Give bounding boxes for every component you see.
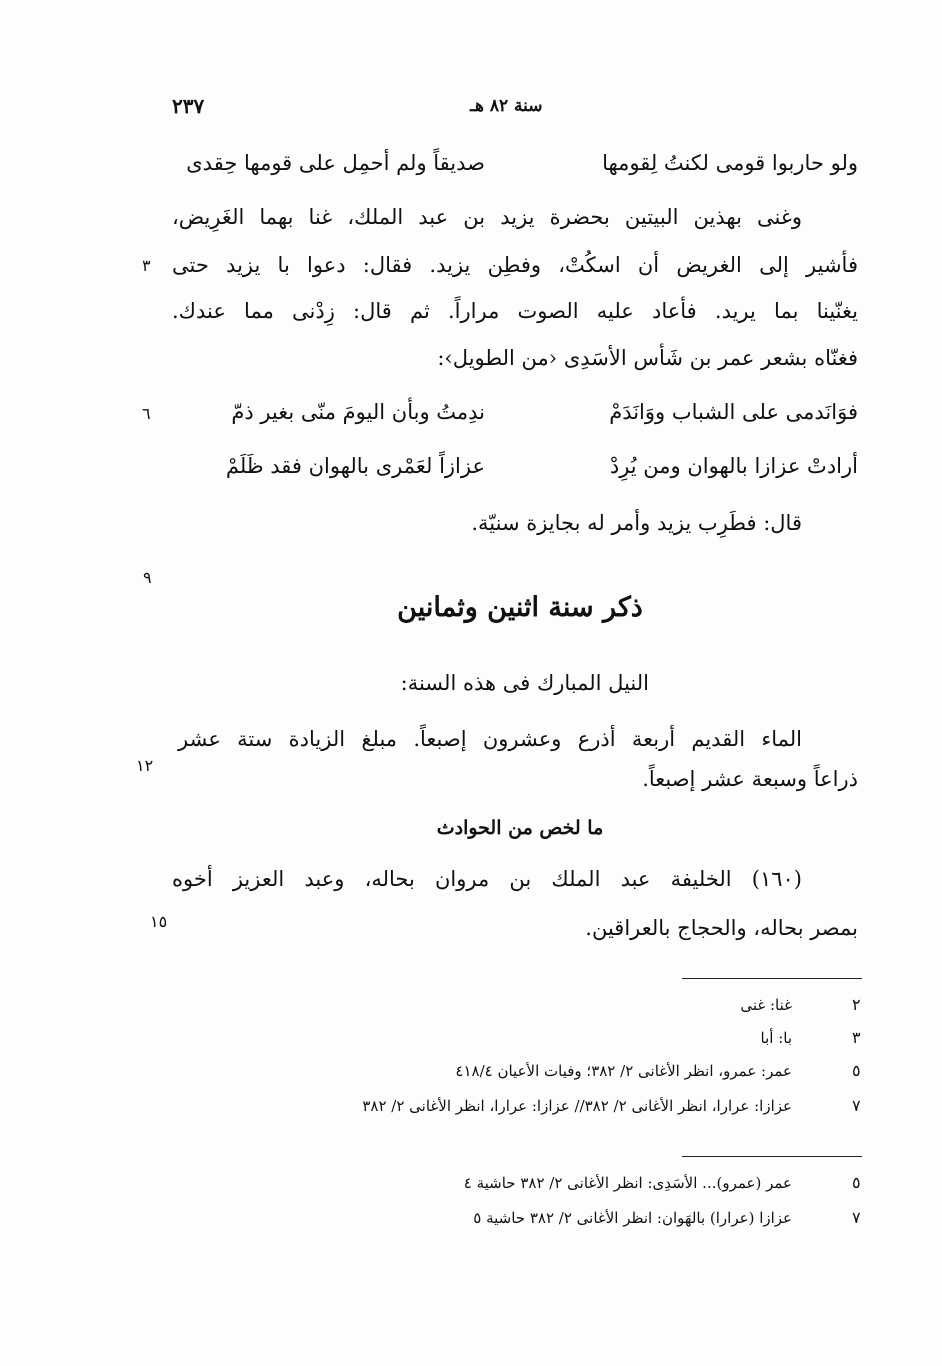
footnote-text: با: أبا (760, 1029, 792, 1047)
poem2-verse2-left: عزازاً لعَمْرى بالهوان فقد ظَلَمْ (225, 454, 485, 478)
line-number-3: ٣ (142, 256, 151, 275)
footnote-number: ٢ (852, 995, 861, 1014)
events-text-line-1: (١٦٠) الخليفة عبد الملك بن مروان بحاله، وعبد العزيز أخوه (172, 867, 802, 891)
section-heading: ذكر سنة اثنين وثمانين (397, 592, 643, 623)
footnote-text: عمر: عمرو، انظر الأغانى ٢/ ٣٨٢؛ وفيات الأعيان ٤١٨/٤ (455, 1062, 792, 1080)
nile-text-line-1: الماء القديم أربعة أذرع وعشرون إصبعاً. مبلغ الزيادة ستة عشر (178, 727, 802, 751)
poem2-verse2-right: أرادتْ عزازا بالهوان ومن يُرِدْ (609, 454, 858, 478)
line-number-6: ٦ (142, 404, 151, 423)
nile-text-line-2: ذراعاً وسبعة عشر إصبعاً. (642, 767, 858, 791)
prose1-line-2: فأشير إلى الغريض أن اسكُتْ، وفطِن يزيد. فقال: دعوا با يزيد حتى (172, 253, 858, 277)
line-number-15: ١٥ (150, 912, 168, 931)
poem2-verse1-left: ندِمتُ وبأن اليومَ منّى بغير ذمّ (231, 400, 485, 424)
footnote-number: ٥ (852, 1061, 861, 1080)
footnote-number: ٧ (852, 1208, 861, 1227)
poem1-hemistich-right: ولو حاربوا قومى لكنتُ لِقومها (602, 151, 858, 175)
nile-heading: النيل المبارك فى هذه السنة: (400, 671, 649, 695)
page-number: ٢٣٧ (172, 94, 205, 118)
poem2-verse1-right: فوَانَدمى على الشباب ووَانَدَمْ (609, 400, 858, 424)
footnote-text: عزازا (عرارا) بالهَوان: انظر الأغانى ٢/ ٣٨٢ حاشية ٥ (473, 1209, 792, 1227)
running-title: سنة ٨٢ هـ (470, 96, 543, 116)
events-heading: ما لخص من الحوادث (436, 817, 604, 839)
footnote-rule-2 (682, 1156, 862, 1157)
line-number-12: ١٢ (136, 756, 154, 775)
footnote-text: عزازا: عرارا، انظر الأغانى ٢/ ٣٨٢// عزازا: عرارا، انظر الأغانى ٢/ ٣٨٢ (362, 1097, 792, 1115)
prose1-line-3: يغنّينا بما يريد. فأعاد عليه الصوت مراراً. ثم قال: زِدْنى مما عندك. (172, 299, 858, 323)
poem1-hemistich-left: صديقاً ولم أحمِل على قومها حِقدى (186, 151, 485, 175)
footnote-number: ٥ (852, 1173, 861, 1192)
prose2-line: قال: فطَرِب يزيد وأمر له بجايزة سنيّة. (471, 511, 802, 535)
prose1-line-4: فغنّاه بشعر عمر بن شَأس الأسَدِى ‹من الطويل›: (437, 346, 858, 370)
footnote-text: عمر (عمرو)... الأسَدِى: انظر الأغانى ٢/ ٣٨٢ حاشية ٤ (463, 1174, 792, 1192)
prose1-line-1: وغنى بهذين البيتين بحضرة يزيد بن عبد الملك، غنا بهما الغَرِيض، (172, 205, 802, 229)
footnote-number: ٣ (852, 1028, 861, 1047)
footnote-number: ٧ (852, 1096, 861, 1115)
events-text-line-2: بمصر بحاله، والحجاج بالعراقين. (585, 916, 858, 940)
footnote-rule-1 (682, 978, 862, 979)
footnote-text: غنا: غنى (740, 996, 792, 1014)
line-number-9: ٩ (143, 568, 152, 587)
